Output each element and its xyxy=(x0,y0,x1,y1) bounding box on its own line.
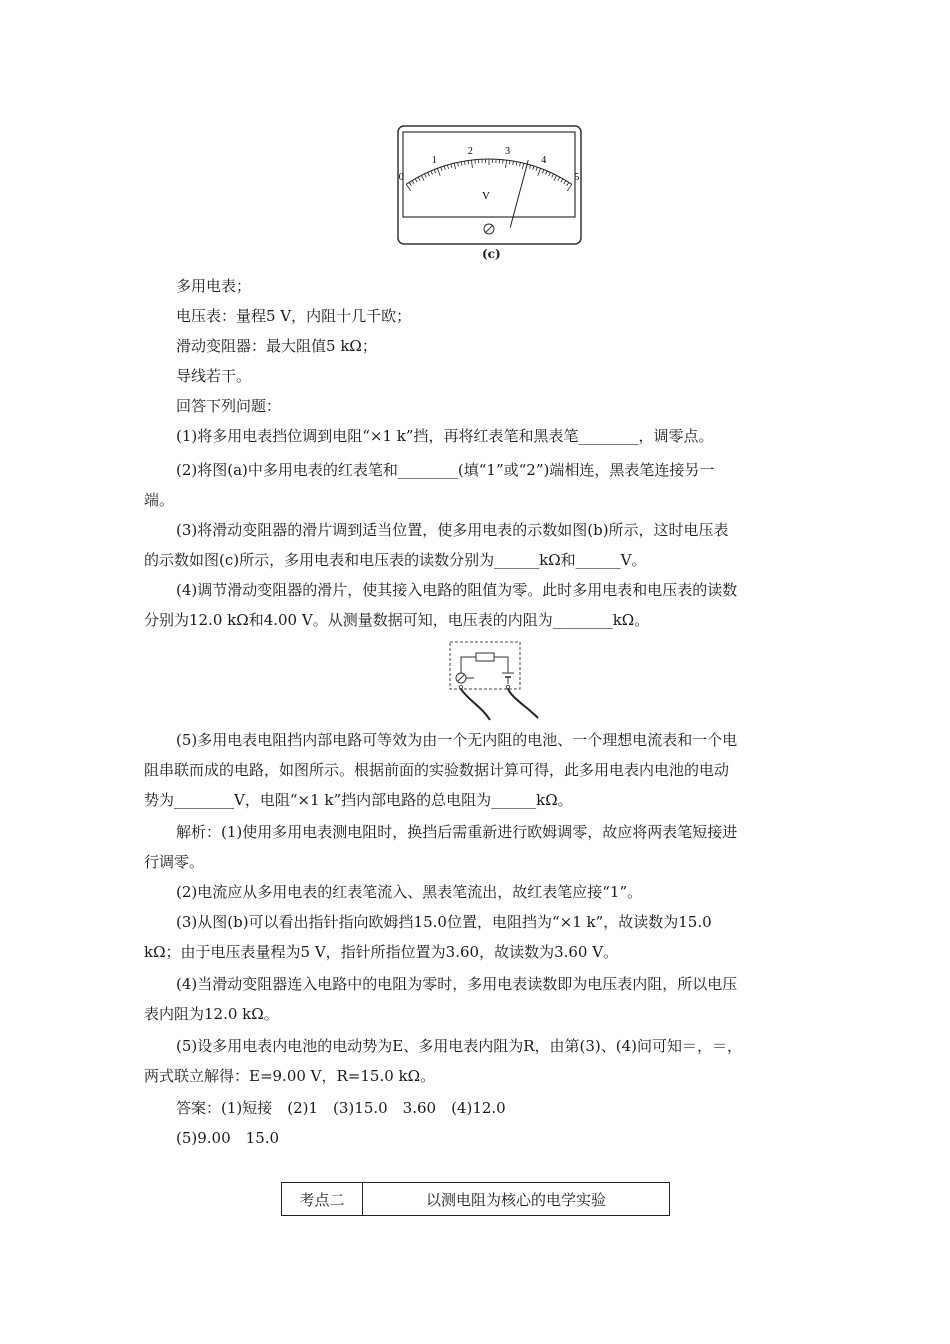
text-line: 表内阻为12.0 kΩ。 xyxy=(144,1005,279,1023)
text-line: 两式联立解得：E=9.00 V，R=15.0 kΩ。 xyxy=(144,1067,436,1085)
text-line: 端。 xyxy=(144,491,175,509)
text-line: 导线若干。 xyxy=(176,367,252,385)
analysis-4: (4)当滑动变阻器连入电路中的电阻为零时，多用电表读数即为电压表内阻，所以电压 xyxy=(176,975,738,993)
question-3: (3)将滑动变阻器的滑片调到适当位置，使多用电表的示数如图(b)所示，这时电压表 xyxy=(176,521,729,539)
figure-c-caption: (c) xyxy=(482,247,501,261)
question-2: (2)将图(a)中多用电表的红表笔和________(填“1”或“2”)端相连，黑表笔连接另一 xyxy=(176,461,715,479)
text-line: 行调零。 xyxy=(144,853,205,871)
analysis-1: 解析：(1)使用多用电表测电阻时，换挡后需重新进行欧姆调零，故应将两表笔短接进 xyxy=(176,823,738,841)
text-line: 势为________V，电阻“×1 k”挡内部电路的总电阻为______kΩ。 xyxy=(144,791,573,809)
text-line: 阻串联而成的电路，如图所示。根据前面的实验数据计算可得，此多用电表内电池的电动 xyxy=(144,761,730,779)
text-line: 回答下列问题： xyxy=(176,397,282,415)
text-line: 分别为12.0 kΩ和4.00 V。从测量数据可知，电压表的内阻为________kΩ。 xyxy=(144,611,650,629)
scale-tick xyxy=(509,160,510,164)
text-line: 多用电表； xyxy=(176,277,252,295)
scale-label: 2 xyxy=(467,146,473,158)
section-number: 考点二 xyxy=(282,1183,363,1216)
internal-circuit-figure xyxy=(446,640,546,722)
voltmeter-figure xyxy=(397,125,583,247)
text-line: 滑动变阻器：最大阻值5 kΩ； xyxy=(176,337,377,355)
question-1: (1)将多用电表挡位调到电阻“×1 k”挡，再将红表笔和黑表笔________，调零点。 xyxy=(176,427,714,445)
voltmeter-unit: V xyxy=(482,190,490,202)
scale-tick xyxy=(468,160,469,164)
text-line: 电压表：量程5 V，内阻十几千欧； xyxy=(176,307,412,325)
answer-line: (5)9.00 15.0 xyxy=(176,1129,280,1147)
text-line: kΩ；由于电压表量程为5 V，指针所指位置为3.60，故读数为3.60 V。 xyxy=(144,943,619,961)
scale-label: 3 xyxy=(505,146,511,158)
analysis-2: (2)电流应从多用电表的红表笔流入、黑表笔流出，故红表笔应接“1”。 xyxy=(176,883,643,901)
section-header-table xyxy=(281,1182,670,1216)
analysis-5: (5)设多用电表内电池的电动势为E、多用电表内阻为R，由第(3)、(4)问可知＝，＝， xyxy=(176,1037,742,1055)
question-4: (4)调节滑动变阻器的滑片，使其接入电路的阻值为零。此时多用电表和电压表的读数 xyxy=(176,581,738,599)
scale-label: 1 xyxy=(431,154,437,166)
question-5: (5)多用电表电阻挡内部电路可等效为由一个无内阻的电池、一个理想电流表和一个电 xyxy=(176,731,738,749)
analysis-3: (3)从图(b)可以看出指针指向欧姆挡15.0位置，电阻挡为“×1 k”，故读数为15.0 xyxy=(176,913,712,931)
answer-line: 答案：(1)短接 (2)1 (3)15.0 3.60 (4)12.0 xyxy=(176,1099,506,1117)
section-title: 以测电阻为核心的电学实验 xyxy=(363,1183,670,1216)
text-line: 的示数如图(c)所示，多用电表和电压表的读数分别为______kΩ和______V。 xyxy=(144,551,647,569)
scale-label: 5 xyxy=(574,171,580,183)
scale-label: 4 xyxy=(541,154,547,166)
scale-label: 0 xyxy=(398,171,404,183)
